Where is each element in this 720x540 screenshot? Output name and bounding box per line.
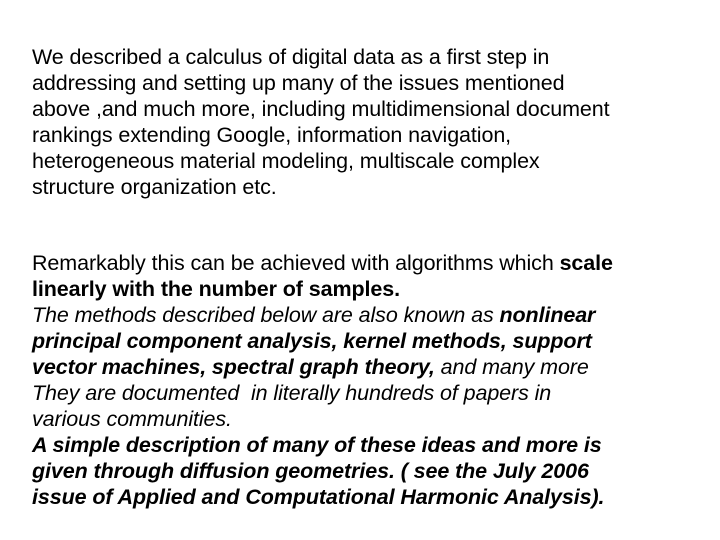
text-line: heterogeneous material modeling, multiscale complex bbox=[32, 149, 540, 173]
paragraph-scaling bbox=[32, 250, 712, 510]
text-line: We described a calculus of digital data as a first step in bbox=[32, 45, 550, 69]
text-line: issue of Applied and Computational Harmonic Analysis). bbox=[32, 485, 605, 509]
text-bold-italic: nonlinear bbox=[499, 303, 596, 327]
text-italic: The methods described below are also known as bbox=[32, 303, 500, 327]
text-line bbox=[32, 354, 712, 380]
text-line: linearly with the number of samples. bbox=[32, 277, 400, 301]
text-line bbox=[32, 250, 712, 276]
text-line: above ,and much more, including multidimensional document bbox=[32, 97, 610, 121]
text-line: principal component analysis, kernel methods, support bbox=[32, 329, 592, 353]
text-line: A simple description of many of these ideas and more is bbox=[32, 433, 602, 457]
text-line: rankings extending Google, information navigation, bbox=[32, 123, 512, 147]
text-line: structure organization etc. bbox=[32, 175, 277, 199]
text-line: addressing and setting up many of the issues mentioned bbox=[32, 71, 565, 95]
text-line: They are documented in literally hundreds of papers in bbox=[32, 381, 552, 405]
text-line: various communities. bbox=[32, 407, 232, 431]
text-line: given through diffusion geometries. ( see the July 2006 bbox=[32, 459, 589, 483]
text-line bbox=[32, 302, 712, 328]
text-normal: Remarkably this can be achieved with algorithms which bbox=[32, 251, 560, 275]
text-italic: and many more bbox=[434, 355, 589, 379]
paragraph-calculus bbox=[32, 44, 712, 200]
text-bold: scale bbox=[559, 251, 613, 275]
text-bold-italic: vector machines, spectral graph theory, bbox=[32, 355, 435, 379]
